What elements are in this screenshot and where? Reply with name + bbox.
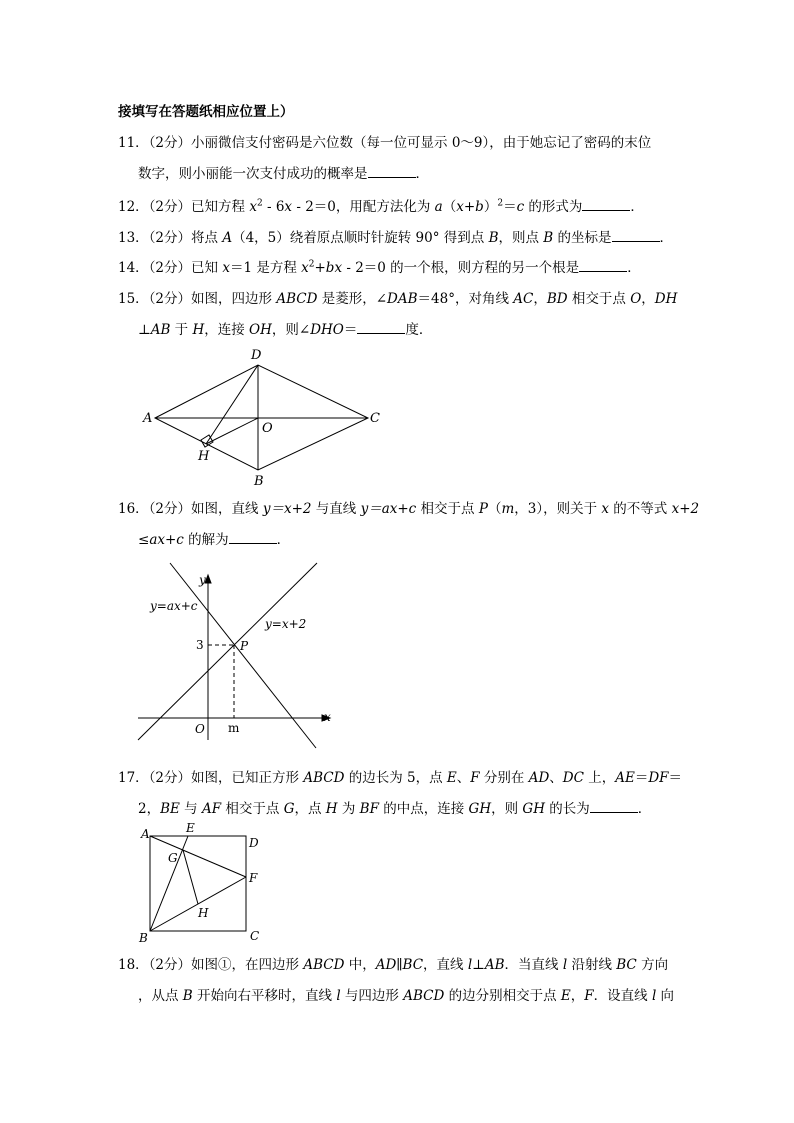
label-a: A	[141, 827, 150, 841]
label-h: H	[198, 449, 210, 464]
label-m: m	[228, 721, 240, 735]
question-16-line-1: 16．（2分）如图，直线 y＝x+2 与直线 y＝ax+c 相交于点 P（m，3），则关于 x 的不等式 x+2	[118, 501, 700, 517]
label-line-x-2: y=x+2	[265, 617, 307, 631]
label-e: E	[186, 821, 195, 835]
segment-gh	[183, 850, 198, 904]
section-header: 接填写在答题纸相应位置上）	[118, 104, 294, 120]
question-18-line-2: ，从点 B 开始向右平移时，直线 l 与四边形 ABCD 的边分别相交于点 E，F．设直线 l 向	[138, 988, 675, 1004]
question-14: 14．（2分）已知 x＝1 是方程 $x^2+bx - 2=0$ 的一个根，则方程的另一个根是 ．	[118, 259, 641, 276]
question-15-line-2: ⊥AB 于 H，连接 OH，则∠DHO＝ 度．	[138, 322, 433, 338]
label-b: B	[139, 931, 148, 945]
segment-af	[150, 836, 246, 877]
question-12: 12．（2分）已知方程 $x^2 - 6x - 2=0$，用配方法化为 $a(x+b)^2=c$ 的形式为 ．	[118, 198, 644, 215]
label-d: D	[251, 348, 262, 363]
question-13: 13．（2分）将点 A（4，5）绕着原点顺时针旋转 90° 得到点 B，则点 B 的坐标是 ．	[118, 230, 673, 246]
label-o: O	[262, 421, 273, 436]
label-c: C	[370, 411, 380, 426]
label-b: B	[254, 474, 264, 489]
question-11-line-2: 数字，则小丽能一次支付成功的概率是 ．	[138, 166, 429, 182]
label-g: G	[168, 851, 178, 865]
question-18-line-1: 18．（2分）如图①，在四边形 ABCD 中，AD∥BC，直线 l⊥AB．当直线 l 沿射线 BC 方向	[118, 957, 669, 973]
label-x: x	[324, 710, 331, 724]
question-16-line-2: ≤ax+c 的解为 ．	[138, 532, 291, 548]
question-15-line-1: 15．（2分）如图，四边形 ABCD 是菱形，∠DAB＝48°，对角线 AC，BD 相交于点 O，DH	[118, 291, 678, 307]
question-17-line-2: 2，BE 与 AF 相交于点 G，点 H 为 BF 的中点，连接 GH，则 GH 的长为 ．	[138, 801, 652, 817]
question-11-line-1: 11．（2分）小丽微信支付密码是六位数（每一位可显示 0～9），由于她忘记了密码的末位	[118, 135, 652, 151]
label-3: 3	[196, 638, 204, 652]
label-o: O	[195, 722, 205, 736]
label-line-ax-c: y=ax+c	[150, 599, 198, 613]
label-h: H	[198, 906, 209, 920]
label-a: A	[143, 411, 153, 426]
label-p: P	[240, 639, 249, 653]
question-17-line-1: 17．（2分）如图，已知正方形 ABCD 的边长为 5，点 E、F 分别在 AD、DC 上，AE＝DF＝	[118, 770, 683, 786]
label-c: C	[250, 929, 260, 943]
label-d: D	[249, 836, 259, 850]
label-f: F	[249, 871, 258, 885]
label-y: y	[199, 573, 206, 587]
